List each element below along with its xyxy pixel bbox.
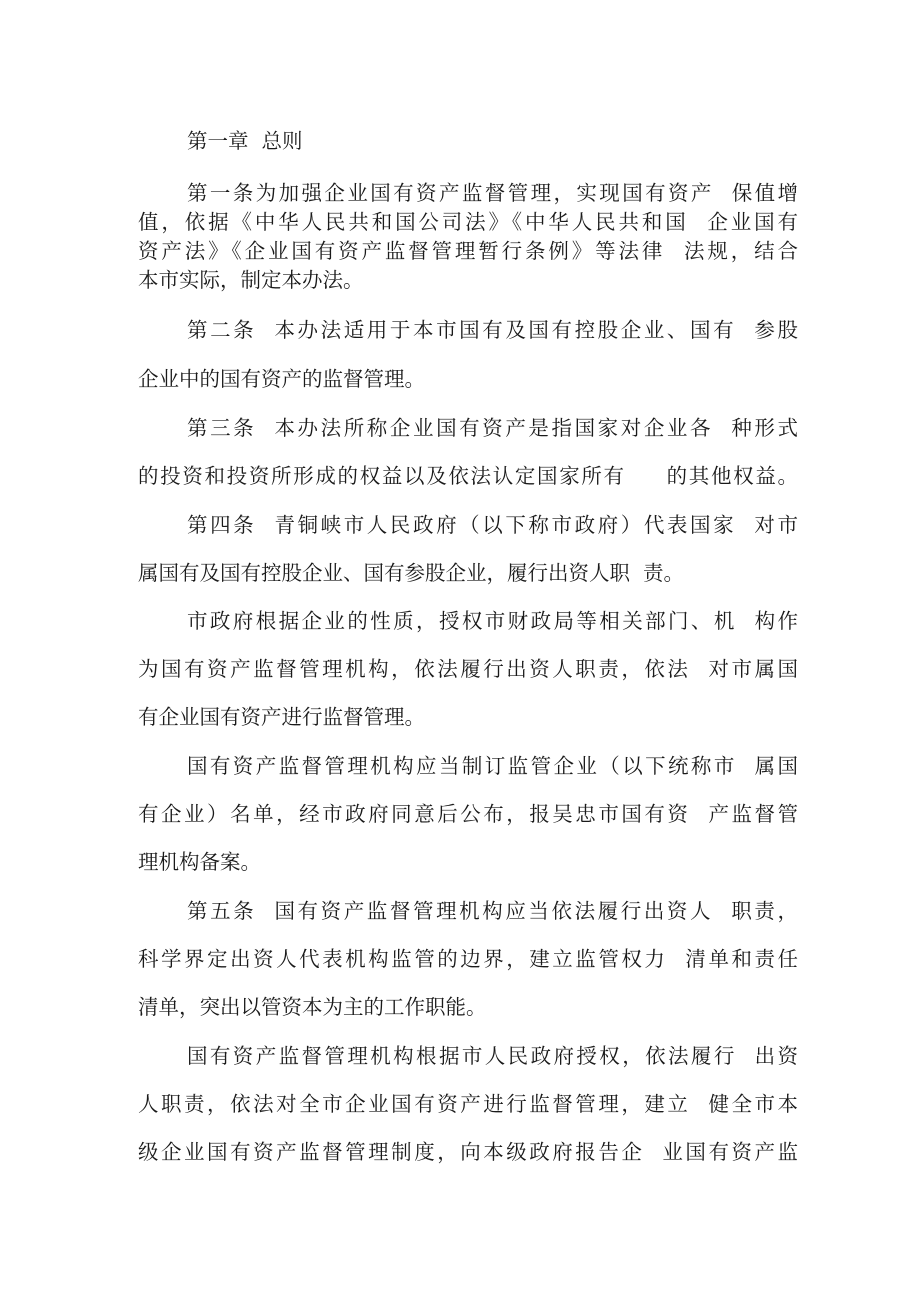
- article-4-para-2-line-3: 有企业国有资产进行监督管理。: [138, 705, 425, 729]
- article-4-para-3-line-3: 理机构备案。: [138, 850, 261, 874]
- article-1-line-1: 第一条为加强企业国有资产监督管理，实现国有资产 保值增: [187, 181, 798, 205]
- article-5-para-2-line-2: 人职责，依法对全市企业国有资产进行监督管理，建立 健全市本: [138, 1092, 798, 1116]
- article-2-line-2: 企业中的国有资产的监督管理。: [138, 367, 425, 391]
- chapter-heading: 第一章 总则: [187, 129, 303, 153]
- article-1-line-4: 本市实际，制定本办法。: [138, 268, 364, 292]
- article-4-para-3-line-2: 有企业）名单，经市政府同意后公布，报吴忠市国有资 产监督管: [138, 802, 798, 826]
- article-3-line-2: 的投资和投资所形成的权益以及依法认定国家所有 的其他权益。: [138, 464, 798, 488]
- article-4-para-2-line-1: 市政府根据企业的性质，授权市财政局等相关部门、机 构作: [187, 609, 798, 633]
- article-5-line-1: 第五条 国有资产监督管理机构应当依法履行出资人 职责，: [187, 899, 798, 923]
- article-4-line-2: 属国有及国有控股企业、国有参股企业，履行出资人职 责。: [138, 561, 685, 585]
- article-5-para-2-line-3: 级企业国有资产监督管理制度，向本级政府报告企 业国有资产监: [138, 1140, 798, 1164]
- article-4-line-1: 第四条 青铜峡市人民政府（以下称市政府）代表国家 对市: [187, 513, 798, 537]
- article-3-line-1: 第三条 本办法所称企业国有资产是指国家对企业各 种形式: [187, 416, 798, 440]
- article-4-para-3-line-1: 国有资产监督管理机构应当制订监管企业（以下统称市 属国: [187, 754, 798, 778]
- article-5-para-2-line-1: 国有资产监督管理机构根据市人民政府授权，依法履行 出资: [187, 1044, 798, 1068]
- article-1-line-2: 值，依据《中华人民共和国公司法》《中华人民共和国 企业国有: [138, 210, 798, 234]
- article-2-line-1: 第二条 本办法适用于本市国有及国有控股企业、国有 参股: [187, 318, 798, 342]
- article-4-para-2-line-2: 为国有资产监督管理机构，依法履行出资人职责，依法 对市属国: [138, 657, 798, 681]
- article-1-line-3: 资产法》《企业国有资产监督管理暂行条例》等法律 法规，结合: [138, 239, 798, 263]
- article-5-line-2: 科学界定出资人代表机构监管的边界，建立监管权力 清单和责任: [138, 947, 798, 971]
- article-5-line-3: 清单，突出以管资本为主的工作职能。: [138, 995, 487, 1019]
